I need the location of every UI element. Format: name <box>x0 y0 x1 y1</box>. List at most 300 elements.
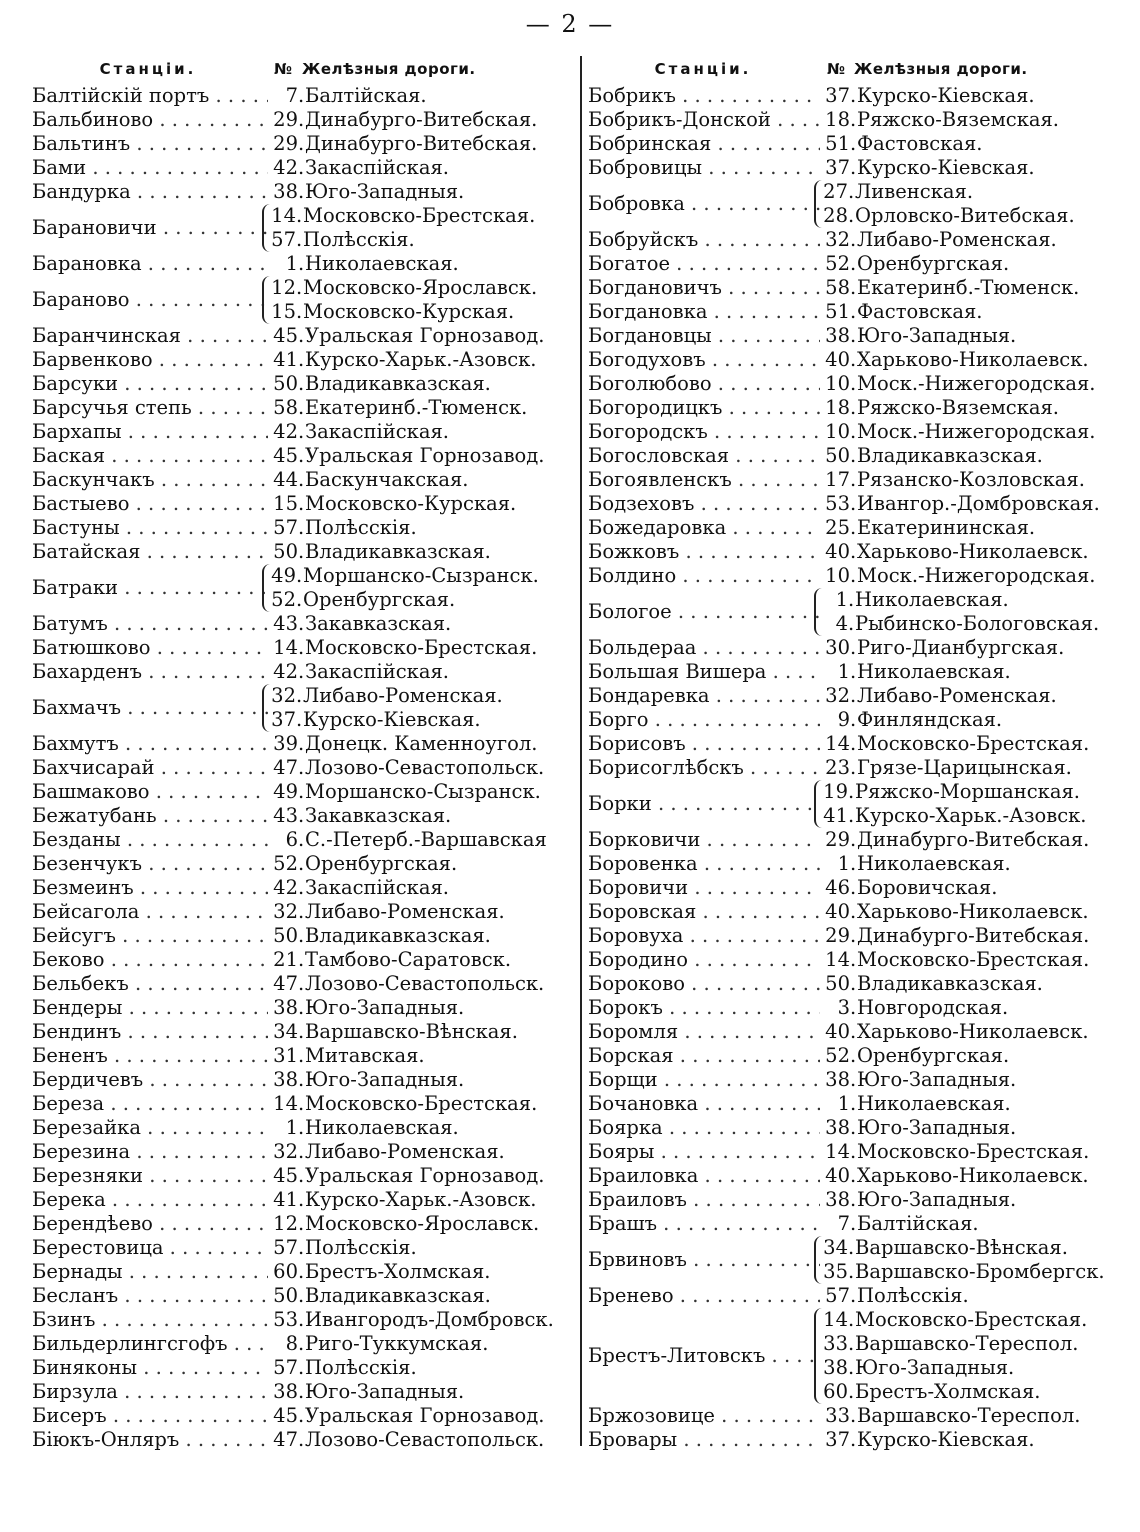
station-name: Бахмутъ . . . <box>32 732 268 756</box>
railway-entries <box>820 84 1035 108</box>
station-row <box>32 1404 567 1428</box>
railway-number: 38 <box>825 324 850 347</box>
station-name: Большая Вишера . . . <box>588 660 820 684</box>
station-row <box>32 564 567 612</box>
railway-name: Екатерининская. <box>857 516 1036 539</box>
railway-entry <box>820 252 1009 276</box>
number-dot: . <box>848 204 855 227</box>
railway-entry <box>820 108 1059 132</box>
number-dot: . <box>298 540 305 563</box>
number-dot: . <box>298 804 305 827</box>
railway-name: Закавказская. <box>305 804 452 827</box>
station-name: Боровичи . . . <box>588 876 820 900</box>
railway-number: 32 <box>273 1140 298 1163</box>
number-dot: . <box>298 636 305 659</box>
station-row <box>588 468 1133 492</box>
railway-name: Фастовская. <box>857 300 983 323</box>
railway-entries <box>268 1068 464 1092</box>
railway-number: 43 <box>273 612 298 635</box>
station-name: Богатое . . . <box>588 252 820 276</box>
number-dot: . <box>298 108 305 131</box>
railway-name: Харьково-Николаевск. <box>857 1164 1089 1187</box>
station-row <box>32 276 567 324</box>
railway-number: 40 <box>825 348 850 371</box>
railway-entry <box>818 1308 1087 1332</box>
railway-entry <box>820 756 1072 780</box>
number-dot: . <box>850 1140 857 1163</box>
railway-entries <box>820 540 1089 564</box>
number-dot: . <box>848 612 855 635</box>
railway-name: Динабурго-Витебская. <box>305 108 538 131</box>
railway-entry <box>268 948 511 972</box>
station-row <box>588 180 1133 228</box>
railway-entries <box>820 1188 1016 1212</box>
station-row <box>32 804 567 828</box>
station-row <box>588 1284 1133 1308</box>
station-row <box>32 180 567 204</box>
station-name: Бржозовице . . . <box>588 1404 820 1428</box>
railway-entries <box>820 1212 979 1236</box>
number-dot: . <box>848 1308 855 1331</box>
number-dot: . <box>848 804 855 827</box>
railway-number: 53 <box>273 1308 298 1331</box>
number-dot: . <box>850 1020 857 1043</box>
station-row <box>32 468 567 492</box>
railway-number: 38 <box>823 1356 848 1379</box>
number-dot: . <box>296 708 303 731</box>
railway-name: Харьково-Николаевск. <box>857 1020 1089 1043</box>
station-row <box>32 924 567 948</box>
railway-number: 46 <box>825 876 850 899</box>
railway-entry <box>820 1212 979 1236</box>
railway-name: Моск.-Нижегородская. <box>857 372 1096 395</box>
railway-entry <box>268 780 541 804</box>
railway-number: 58 <box>273 396 298 419</box>
railway-name: Московско-Брестская. <box>857 948 1090 971</box>
station-row <box>588 948 1133 972</box>
number-dot: . <box>298 1236 305 1259</box>
number-dot: . <box>298 492 305 515</box>
railway-entries <box>820 516 1035 540</box>
railway-entries <box>814 1308 1087 1404</box>
railway-entry <box>268 1284 491 1308</box>
railway-entry <box>268 252 459 276</box>
number-dot: . <box>850 156 857 179</box>
railway-name: Екатеринб.-Тюменск. <box>305 396 528 419</box>
railway-number: 40 <box>825 540 850 563</box>
railway-entry <box>268 540 491 564</box>
station-name: Бельбекъ . . . <box>32 972 268 996</box>
railway-name: Юго-Западныя. <box>305 180 465 203</box>
number-dot: . <box>850 1164 857 1187</box>
station-name: Больдераа . . . <box>588 636 820 660</box>
station-row <box>32 1380 567 1404</box>
railway-entry <box>820 564 1096 588</box>
railway-entry <box>268 972 544 996</box>
railway-name: Юго-Западныя. <box>855 1356 1015 1379</box>
railway-entries <box>820 492 1100 516</box>
railway-entries <box>268 780 541 804</box>
number-dot: . <box>850 1044 857 1067</box>
railway-name: Риго-Дианбургская. <box>857 636 1065 659</box>
railway-entry <box>268 900 505 924</box>
railway-number: 32 <box>825 228 850 251</box>
station-row <box>588 564 1133 588</box>
number-dot: . <box>298 396 305 419</box>
number-dot: . <box>850 972 857 995</box>
railway-entry <box>268 1020 518 1044</box>
railway-entry <box>820 660 1011 684</box>
station-name: Батайская . . . <box>32 540 268 564</box>
number-dot: . <box>298 420 305 443</box>
railway-name: Варшавско-Вѣнская. <box>855 1236 1068 1259</box>
railway-number: 42 <box>273 156 298 179</box>
railway-name: Владикавказская. <box>305 924 491 947</box>
station-name: Бежатубань . . . <box>32 804 268 828</box>
station-name: Борщи . . . <box>588 1068 820 1092</box>
station-row <box>588 156 1133 180</box>
railway-number: 45 <box>273 324 298 347</box>
railway-entry <box>820 1188 1016 1212</box>
railway-name: Риго-Туккумская. <box>305 1332 489 1355</box>
railway-name: Митавская. <box>305 1044 425 1067</box>
railway-name: Фастовская. <box>857 132 983 155</box>
station-row <box>32 684 567 732</box>
railway-number: 31 <box>273 1044 298 1067</box>
number-dot: . <box>298 1212 305 1235</box>
railway-entry <box>268 372 491 396</box>
railway-entries <box>262 564 539 612</box>
railway-number: 18 <box>825 108 850 131</box>
railway-number: 45 <box>273 1404 298 1427</box>
station-row <box>32 492 567 516</box>
station-name: Бондаревка . . . <box>588 684 820 708</box>
station-name: Барвенково . . . <box>32 348 268 372</box>
railway-entries <box>820 996 1008 1020</box>
station-name: Брвиновъ . . . <box>588 1248 820 1272</box>
railway-name: Варшавско-Вѣнская. <box>305 1020 518 1043</box>
railway-entries <box>820 924 1089 948</box>
railway-entry <box>820 708 1002 732</box>
station-name: Барановичи . . . <box>32 216 268 240</box>
railway-number: 58 <box>825 276 850 299</box>
railway-entry <box>820 348 1089 372</box>
railway-entry <box>268 1140 505 1164</box>
station-name: Бами . . . <box>32 156 268 180</box>
railway-entry <box>820 972 1043 996</box>
number-dot: . <box>296 684 303 707</box>
number-dot: . <box>850 1404 857 1427</box>
railway-name: Полѣсскія. <box>305 516 417 539</box>
station-row <box>588 1404 1133 1428</box>
railway-entries <box>268 492 516 516</box>
station-name: Бобринская . . . <box>588 132 820 156</box>
railway-number: 14 <box>825 948 850 971</box>
railway-entries <box>262 204 535 252</box>
railway-name: Юго-Западныя. <box>857 1188 1017 1211</box>
railway-entry <box>268 1428 544 1452</box>
railway-entries <box>814 180 1075 228</box>
number-dot: . <box>848 1236 855 1259</box>
header-station: Станціи. <box>99 60 197 78</box>
railway-number: 41 <box>273 1188 298 1211</box>
railway-name: Курско-Харьк.-Азовск. <box>855 804 1087 827</box>
station-name: Бейсугъ . . . <box>32 924 268 948</box>
railway-entry <box>268 660 449 684</box>
railway-entry <box>820 1116 1016 1140</box>
number-dot: . <box>296 300 303 323</box>
number-dot: . <box>850 636 857 659</box>
railway-entries <box>268 1164 545 1188</box>
railway-entries <box>820 756 1072 780</box>
railway-number: 12 <box>271 276 296 299</box>
railway-name: Московско-Брестская. <box>305 636 538 659</box>
railway-number: 29 <box>273 108 298 131</box>
left-column <box>32 54 567 1452</box>
station-row <box>588 1140 1133 1164</box>
railway-entry <box>268 132 537 156</box>
railway-entry <box>820 1092 1011 1116</box>
number-dot: . <box>850 828 857 851</box>
station-name: Бархапы . . . <box>32 420 268 444</box>
railway-name: Юго-Западныя. <box>305 996 465 1019</box>
station-name: Барсучья степь . . . <box>32 396 268 420</box>
railway-entries <box>262 684 503 732</box>
railway-entries <box>268 1116 459 1140</box>
station-row <box>588 900 1133 924</box>
station-row <box>32 1188 567 1212</box>
railway-number: 1 <box>835 588 848 611</box>
number-dot: . <box>296 228 303 251</box>
railway-entries <box>268 612 451 636</box>
number-dot: . <box>850 276 857 299</box>
railway-entry <box>820 1044 1009 1068</box>
station-name: Божедаровка . . . <box>588 516 820 540</box>
station-name: Бренево . . . <box>588 1284 820 1308</box>
railway-number: 14 <box>825 732 850 755</box>
railway-number: 38 <box>273 1068 298 1091</box>
railway-entry <box>268 492 516 516</box>
station-name: Баскунчакъ . . . <box>32 468 268 492</box>
railway-entries <box>268 1428 544 1452</box>
railway-name: Николаевская. <box>305 252 459 275</box>
number-dot: . <box>298 468 305 491</box>
station-row <box>32 1356 567 1380</box>
railway-entry <box>268 420 449 444</box>
header-number: № <box>826 60 846 78</box>
railway-entries <box>820 876 997 900</box>
railway-name: Московско-Брестская. <box>857 732 1090 755</box>
railway-entries <box>820 708 1002 732</box>
railway-name: Брестъ-Холмская. <box>855 1380 1041 1403</box>
station-row <box>32 1428 567 1452</box>
number-dot: . <box>850 708 857 731</box>
railway-name: Баскунчакская. <box>305 468 469 491</box>
railway-entries <box>268 108 537 132</box>
railway-entry <box>268 1380 464 1404</box>
railway-entries <box>814 780 1087 828</box>
number-dot: . <box>298 1356 305 1379</box>
station-name: Бобровка . . . <box>588 192 820 216</box>
railway-entries <box>268 1236 417 1260</box>
railway-entry <box>818 204 1075 228</box>
railway-entries <box>820 252 1009 276</box>
railway-name: Ивангор.-Домбровская. <box>857 492 1100 515</box>
railway-number: 50 <box>273 372 298 395</box>
railway-name: Донецк. Каменноугол. <box>305 732 538 755</box>
station-row <box>32 132 567 156</box>
railway-entries <box>820 684 1057 708</box>
number-dot: . <box>850 516 857 539</box>
number-dot: . <box>850 1212 857 1235</box>
number-dot: . <box>848 780 855 803</box>
railway-name: Моршанско-Сызранск. <box>305 780 541 803</box>
station-name: Брестъ-Литовскъ . . . <box>588 1344 820 1368</box>
station-row <box>32 84 567 108</box>
railway-name: Курско-Кіевская. <box>857 156 1035 179</box>
number-dot: . <box>850 1284 857 1307</box>
railway-entries <box>820 1068 1016 1092</box>
railway-entries <box>268 1308 554 1332</box>
station-row <box>588 1044 1133 1068</box>
railway-entry <box>820 396 1059 420</box>
railway-entries <box>268 444 545 468</box>
station-row <box>32 828 567 852</box>
railway-name: Николаевская. <box>857 660 1011 683</box>
railway-number: 42 <box>273 876 298 899</box>
railway-entry <box>268 1356 417 1380</box>
station-name: Борисовъ . . . <box>588 732 820 756</box>
number-dot: . <box>850 372 857 395</box>
station-name: Береза . . . <box>32 1092 268 1116</box>
station-name: Бояры . . . <box>588 1140 820 1164</box>
railway-entry <box>268 108 537 132</box>
railway-name: Юго-Западныя. <box>305 1068 465 1091</box>
railway-number: 18 <box>825 396 850 419</box>
railway-name: Полѣсскія. <box>857 1284 969 1307</box>
station-name: Бильдерлингсгофъ . . . <box>32 1332 268 1356</box>
railway-entries <box>820 1404 1080 1428</box>
station-row <box>588 492 1133 516</box>
number-dot: . <box>850 228 857 251</box>
station-name: Бобрикъ-Донской . . . <box>588 108 820 132</box>
station-name: Березняки . . . <box>32 1164 268 1188</box>
station-name: Бобровицы . . . <box>588 156 820 180</box>
station-name: Боярка . . . <box>588 1116 820 1140</box>
railway-entries <box>820 1284 969 1308</box>
number-dot: . <box>850 756 857 779</box>
railway-entries <box>268 396 527 420</box>
railway-number: 33 <box>825 1404 850 1427</box>
station-name: Богоявленскъ . . . <box>588 468 820 492</box>
railway-number: 6 <box>285 828 298 851</box>
station-row <box>32 372 567 396</box>
railway-number: 42 <box>273 660 298 683</box>
station-name: Борокъ . . . <box>588 996 820 1020</box>
railway-number: 28 <box>823 204 848 227</box>
number-dot: . <box>850 84 857 107</box>
station-name: Бесланъ . . . <box>32 1284 268 1308</box>
station-row <box>32 732 567 756</box>
railway-entry <box>818 1236 1105 1260</box>
station-name: Браиловъ . . . <box>588 1188 820 1212</box>
railway-name: Ливенская. <box>855 180 974 203</box>
railway-entries <box>268 1356 417 1380</box>
railway-name: Либаво-Роменская. <box>305 900 505 923</box>
station-row <box>588 828 1133 852</box>
station-row <box>588 540 1133 564</box>
railway-entries <box>268 420 449 444</box>
railway-entries <box>814 588 1099 636</box>
station-row <box>32 444 567 468</box>
station-row <box>588 348 1133 372</box>
number-dot: . <box>298 1140 305 1163</box>
railway-name: Екатеринб.-Тюменск. <box>857 276 1080 299</box>
railway-name: Закаспійская. <box>305 876 449 899</box>
railway-entry <box>820 1284 969 1308</box>
railway-number: 27 <box>823 180 848 203</box>
station-name: Борковичи . . . <box>588 828 820 852</box>
railway-entry <box>820 996 1008 1020</box>
station-name: Богословская . . . <box>588 444 820 468</box>
station-name: Бодзеховъ . . . <box>588 492 820 516</box>
station-row <box>588 756 1133 780</box>
number-dot: . <box>850 252 857 275</box>
number-dot: . <box>850 564 857 587</box>
station-row <box>32 852 567 876</box>
railway-name: Полѣсскія. <box>303 228 415 251</box>
railway-entries <box>820 228 1057 252</box>
railway-entry <box>820 156 1035 180</box>
railway-number: 1 <box>285 1116 298 1139</box>
railway-entry <box>268 396 527 420</box>
station-name: Бирзула . . . <box>32 1380 268 1404</box>
station-name: Бороково . . . <box>588 972 820 996</box>
railway-entries <box>820 1116 1016 1140</box>
railway-number: 14 <box>273 636 298 659</box>
railway-entry <box>820 684 1057 708</box>
station-row <box>32 1284 567 1308</box>
railway-name: Брестъ-Холмская. <box>305 1260 491 1283</box>
number-dot: . <box>298 1116 305 1139</box>
railway-entries <box>820 1092 1011 1116</box>
railway-name: Ряжско-Моршанская. <box>855 780 1080 803</box>
station-name: Бровары . . . <box>588 1428 820 1452</box>
station-name: Бобрикъ . . . <box>588 84 820 108</box>
railway-entry <box>820 132 982 156</box>
number-dot: . <box>848 180 855 203</box>
railway-name: Николаевская. <box>857 852 1011 875</box>
railway-number: 47 <box>273 756 298 779</box>
station-name: Біюкъ-Онляръ . . . <box>32 1428 268 1452</box>
station-row <box>588 252 1133 276</box>
number-dot: . <box>298 876 305 899</box>
railway-entry <box>266 276 537 300</box>
railway-entries <box>820 348 1089 372</box>
railway-entries <box>820 372 1096 396</box>
railway-entries <box>268 1092 537 1116</box>
railway-number: 14 <box>823 1308 848 1331</box>
railway-entries <box>268 756 544 780</box>
header-station: Станціи. <box>654 60 752 78</box>
station-row <box>32 612 567 636</box>
railway-entry <box>818 780 1087 804</box>
railway-number: 37 <box>271 708 296 731</box>
station-name: Берека . . . <box>32 1188 268 1212</box>
station-name: Берендѣево . . . <box>32 1212 268 1236</box>
number-dot: . <box>296 564 303 587</box>
number-dot: . <box>850 324 857 347</box>
